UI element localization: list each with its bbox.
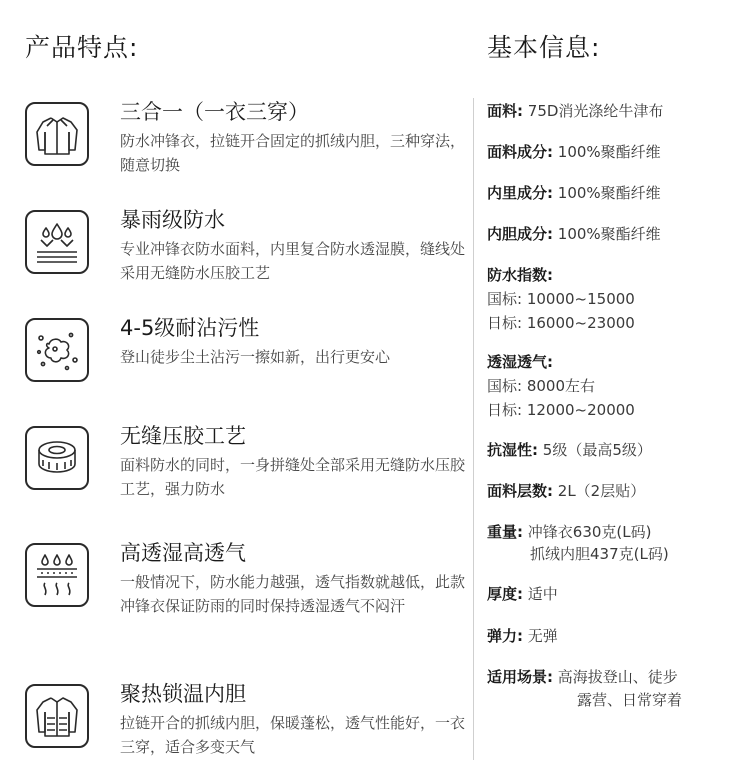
info-value: 75D消光涤纶牛津布 (527, 102, 664, 120)
info-liner-composition (487, 222, 661, 246)
info-key: 适用场景: (487, 668, 553, 686)
feature-title: 4-5级耐沾污性 (120, 316, 260, 340)
column-divider (473, 98, 474, 760)
info-value: 高海拔登山、徒步 (557, 668, 678, 686)
info-value: 100%聚酯纤维 (557, 184, 661, 202)
info-key: 弹力: (487, 627, 523, 645)
info-key: 内胆成分: (487, 225, 553, 243)
info-lining-composition (487, 181, 661, 205)
tape-roll-icon (25, 426, 89, 490)
info-breath-gb: 国标: 8000左右 (487, 377, 595, 395)
info-waterproof-index (487, 263, 553, 287)
feature-title: 暴雨级防水 (120, 208, 225, 232)
info-elasticity (487, 624, 558, 648)
feature-desc: 登山徒步尘土沾污一擦如新，出行更安心 (120, 348, 391, 366)
info-key: 内里成分: (487, 184, 553, 202)
breathable-icon (25, 543, 89, 607)
info-scene (487, 665, 678, 689)
info-value: 5级（最高5级） (542, 441, 652, 459)
info-value: 100%聚酯纤维 (557, 225, 661, 243)
info-key: 透湿透气: (487, 353, 553, 371)
feature-desc: 防水冲锋衣，拉链开合固定的抓绒内胆，三种穿法，随意切换 (120, 132, 466, 174)
info-fabric-composition (487, 140, 661, 164)
info-key: 面料成分: (487, 143, 553, 161)
info-breath-jp: 日标: 12000~20000 (487, 401, 635, 419)
feature-title: 聚热锁温内胆 (120, 682, 246, 706)
waterproof-icon (25, 210, 89, 274)
jacket-icon (25, 102, 89, 166)
info-thickness (487, 582, 558, 606)
info-value: 冲锋衣630克(L码) (527, 523, 652, 541)
info-weight (487, 520, 651, 544)
fleece-liner-icon (25, 684, 89, 748)
info-key: 重量: (487, 523, 523, 541)
feature-desc: 拉链开合的抓绒内胆，保暖蓬松，透气性能好，一衣三穿，适合多变天气 (120, 714, 466, 756)
feature-desc: 面料防水的同时，一身拼缝处全部采用无缝防水压胶工艺，强力防水 (120, 456, 466, 498)
info-weight-liner: 抓绒内胆437克(L码) (530, 545, 669, 563)
info-value: 适中 (527, 585, 558, 603)
info-value: 无弹 (527, 627, 558, 645)
feature-title: 三合一（一衣三穿） (120, 100, 309, 124)
info-value: 2L（2层贴） (557, 482, 646, 500)
feature-desc: 一般情况下，防水能力越强，透气指数就越低，此款冲锋衣保证防雨的同时保持透湿透气不闷汗 (120, 573, 466, 615)
info-waterproof-jp: 日标: 16000~23000 (487, 314, 635, 332)
stain-icon (25, 318, 89, 382)
info-fabric-layers (487, 479, 645, 503)
feature-desc: 专业冲锋衣防水面料，内里复合防水透湿膜，缝线处采用无缝防水压胶工艺 (120, 240, 466, 282)
info-scene-line2: 露营、日常穿着 (577, 691, 683, 709)
feature-title: 高透湿高透气 (120, 541, 246, 565)
info-value: 100%聚酯纤维 (557, 143, 661, 161)
feature-title: 无缝压胶工艺 (120, 424, 246, 448)
features-heading: 产品特点: (25, 33, 139, 62)
info-key: 防水指数: (487, 266, 553, 284)
info-key: 厚度: (487, 585, 523, 603)
info-stain-resistance (487, 438, 652, 462)
info-breathability (487, 350, 553, 374)
info-key: 抗湿性: (487, 441, 538, 459)
info-key: 面料层数: (487, 482, 553, 500)
info-waterproof-gb: 国标: 10000~15000 (487, 290, 635, 308)
info-fabric (487, 99, 663, 123)
info-key: 面料: (487, 102, 523, 120)
info-heading: 基本信息: (487, 33, 601, 62)
